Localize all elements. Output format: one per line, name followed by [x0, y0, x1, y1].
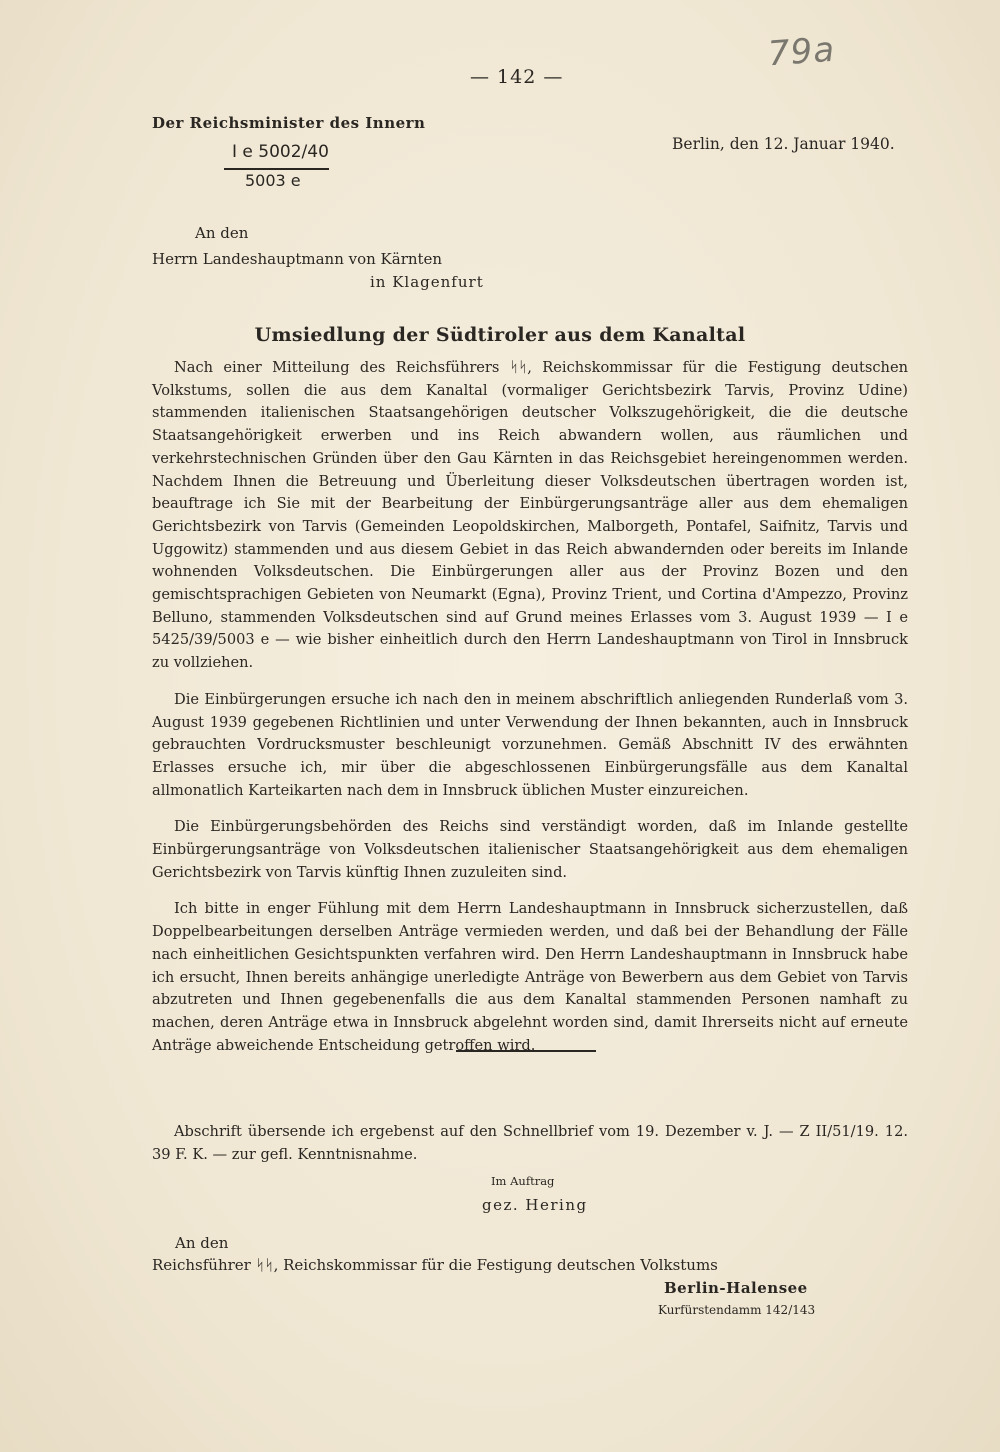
- paragraph-4: Ich bitte in enger Fühlung mit dem Herrn Landeshauptmann in Innsbruck sicherzustellen, daß Doppelbearbeitungen derselben Anträge vermieden werden, und daß bei der Behandlung der Fälle nach einheitlichen Gesichtspunkten verfahren wird. Den Herrn Landeshauptmann in Innsbruck habe ich ersucht, Ihnen bereits anhängige unerledigte Anträge von Bewerbern aus dem Gebiet von Tarvis abzutreten und Ihnen gegebenenfalls die aus dem Kanaltal stammenden Personen namhaft zu machen, deren Anträge etwa in Innsbruck abgelehnt worden sind, damit Ihrerseits nicht auf erneute Anträge abweichende Entscheidung getroffen wird.: [152, 900, 908, 1054]
- paragraph-3: Die Einbürgerungsbehörden des Reichs sind verständigt worden, daß im Inlande gestellte Einbürgerungsanträge von Volksdeutschen italienischer Staatsangehörigkeit aus dem ehemaligen Gerichtsbezirk von Tarvis künftig Ihnen zuzuleiten sind.: [152, 818, 908, 881]
- page-number: — 142 —: [470, 66, 564, 88]
- sender-authority: Der Reichsminister des Innern: [152, 114, 426, 132]
- addressee-location: in Klagenfurt: [370, 273, 484, 291]
- im-auftrag: Im Auftrag: [491, 1174, 555, 1188]
- section-divider: [456, 1050, 596, 1052]
- reference-subnumber: 5003 e: [245, 171, 301, 190]
- letter-title: Umsiedlung der Südtiroler aus dem Kanaltal: [254, 324, 746, 346]
- paragraph-1: Nach einer Mitteilung des Reichsführers ᛋᛋ, Reichskommissar für die Festigung deutschen Volkstums, sollen die aus dem Kanaltal (vormaliger Gerichtsbezirk Tarvis, Provinz Udine) stammenden italienischen Staatsangehörigen deutscher Volkszugehörigkeit, die die deutsche Staatsangehörigkeit erwerben und ins Reich abwandern wollen, aus räumlichen und verkehrstechnischen Gründen über den Gau Kärnten in das Reichsgebiet hereingenommen werden. Nachdem Ihnen die Betreuung und Überleitung dieser Volksdeutschen übertragen worden ist, beauftrage ich Sie mit der Bearbeitung der Einbürgerungsanträge aller aus dem ehemaligen Gerichtsbezirk von Tarvis (Gemeinden Leopoldskirchen, Malborgeth, Pontafel, Saifnitz, Tarvis und Uggowitz) stammenden und aus diesem Gebiet in das Reich abwandernden oder bereits im Inlande wohnenden Volksdeutschen. Die Einbürgerungen aller aus der Provinz Bozen und den gemischtsprachigen Gebieten von Neumarkt (Egna), Provinz Trient, und Cortina d'Ampezzo, Provinz Belluno, stammenden Volksdeutschen sind auf Grund meines Erlasses vom 3. August 1939 — I e 5425/39/5003 e — wie bisher einheitlich durch den Herrn Landeshauptmann von Tirol in Innsbruck zu vollziehen.: [152, 359, 908, 672]
- addressee-name: Herrn Landeshauptmann von Kärnten: [152, 250, 443, 268]
- paragraph-2: Die Einbürgerungen ersuche ich nach den in meinem abschriftlich anliegenden Runderlaß vom 3. August 1939 gegebenen Richtlinien und unter Verwendung der Ihnen bekannten, auch in Innsbruck gebrauchten Vordrucksmuster beschleunigt vorzunehmen. Gemäß Abschnitt IV des erwähnten Erlasses ersuche ich, mir über die abgeschlossenen Einbürgerungsfälle aus dem Kanaltal allmonatlich Karteikarten nach dem in Innsbruck üblichen Muster einzureichen.: [152, 690, 908, 799]
- letter-body: [152, 357, 908, 1071]
- reference-divider: [224, 168, 329, 170]
- recipient-name: Reichsführer ᛋᛋ, Reichskommissar für die Festigung deutschen Volkstums: [152, 1256, 718, 1274]
- signature: gez. Hering: [482, 1196, 588, 1214]
- addressee-salutation: An den: [195, 224, 249, 242]
- reference-number: I e 5002/40: [232, 142, 329, 162]
- copy-note: Abschrift übersende ich ergebenst auf den Schnellbrief vom 19. Dezember v. J. — Z II/51/19. 12. 39 F. K. — zur gefl. Kenntnisnahme.: [152, 1123, 908, 1163]
- place-date: Berlin, den 12. Januar 1940.: [672, 135, 895, 153]
- recipient-salutation: An den: [175, 1234, 229, 1252]
- recipient-street: Kurfürstendamm 142/143: [658, 1303, 816, 1317]
- recipient-city: Berlin-Halensee: [664, 1279, 808, 1297]
- handwritten-annotation: 79a: [766, 29, 837, 75]
